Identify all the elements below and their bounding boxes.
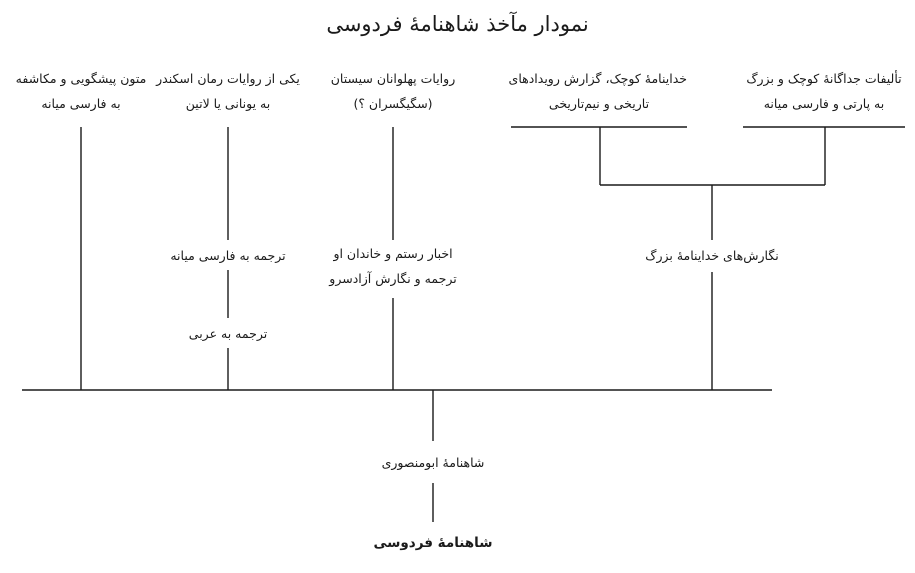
node-line: ترجمه و نگارش آزادسرو xyxy=(329,271,457,286)
source-prophecy xyxy=(8,66,154,116)
source-line: تاریخی و نیم‌تاریخی xyxy=(548,96,650,111)
node-rostam xyxy=(313,241,473,291)
source-khodaynameh-small xyxy=(508,66,687,116)
source-ta-lifat xyxy=(743,66,905,116)
node-alexander-arabic: ترجمه به عربی xyxy=(188,326,268,341)
source-line: (سگیگسران ؟) xyxy=(353,96,433,111)
node-shahnameh-ferdowsi: شاهنامهٔ فردوسی xyxy=(373,535,493,551)
diagram-title: نمودار مآخذ شاهنامهٔ فردوسی xyxy=(326,12,589,36)
node-line: اخبار رستم و خاندان او xyxy=(333,246,453,261)
source-line: تألیفات جداگانهٔ کوچک و بزرگ xyxy=(746,71,902,86)
node-alexander-persian: ترجمه به فارسی میانه xyxy=(170,248,286,263)
source-line: خداینامهٔ کوچک، گزارش رویدادهای xyxy=(508,71,687,86)
node-khodaynameh-bozorg: نگارش‌های خداینامهٔ بزرگ xyxy=(645,248,779,263)
source-line: متون پیشگویی و مکاشفه xyxy=(15,71,147,86)
source-sistan xyxy=(313,66,473,116)
source-line: روایات پهلوانان سیستان xyxy=(330,71,456,86)
node-abu-mansuri: شاهنامهٔ ابومنصوری xyxy=(381,455,485,470)
source-line: به فارسی میانه xyxy=(41,96,121,111)
source-line: به یونانی یا لاتین xyxy=(185,96,271,111)
source-line: یکی از روایات رمان اسکندر xyxy=(156,71,300,86)
source-alexander-romance xyxy=(148,66,308,116)
source-line: به پارتی و فارسی میانه xyxy=(763,96,885,111)
